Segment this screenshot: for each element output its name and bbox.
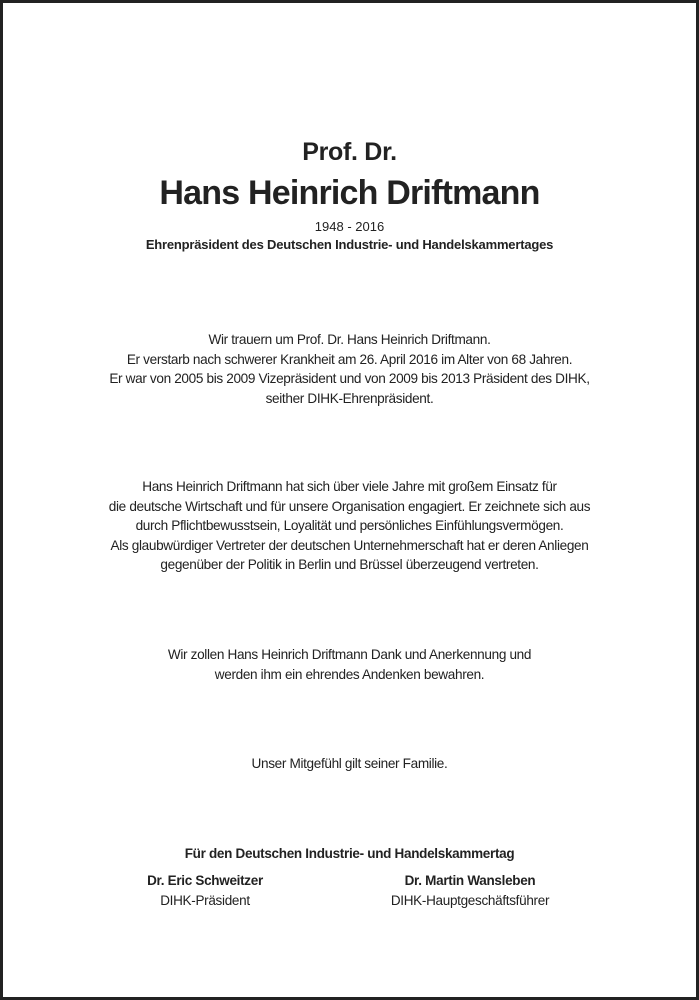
text-line: werden ihm ein ehrendes Andenken bewahren.	[214, 666, 485, 682]
paragraph-condolence	[0, 754, 699, 774]
text-line: Wir trauern um Prof. Dr. Hans Heinrich Driftmann.	[208, 332, 491, 347]
honorary-title: Ehrenpräsident des Deutschen Industrie- und Handelskammertages	[145, 237, 554, 252]
signatory-name: Dr. Martin Wansleben	[404, 873, 536, 888]
text-line: Als glaubwürdiger Vertreter der deutschen Unternehmerschaft hat er deren Anliegen	[110, 537, 589, 553]
organization-line: Für den Deutschen Industrie- und Handelskammertag	[184, 846, 515, 861]
text-line: Wir zollen Hans Heinrich Driftmann Dank und Anerkennung und	[167, 647, 532, 662]
signatory-role: DIHK-Präsident	[160, 893, 250, 908]
signatory-name: Dr. Eric Schweitzer	[147, 873, 263, 888]
paragraph-tribute	[0, 477, 699, 575]
signatory-left	[75, 871, 335, 910]
text-line: seither DIHK-Ehrenpräsident.	[265, 390, 434, 406]
paragraph-gratitude	[0, 645, 699, 684]
signatory-right	[340, 871, 600, 910]
text-line: Hans Heinrich Driftmann hat sich über viele Jahre mit großem Einsatz für	[142, 479, 557, 494]
text-line: die deutsche Wirtschaft und für unsere Organisation engagiert. Er zeichnete sich aus	[108, 498, 591, 514]
text-line: Unser Mitgefühl gilt seiner Familie.	[251, 756, 448, 771]
text-line: gegenüber der Politik in Berlin und Brüssel überzeugend vertreten.	[160, 557, 539, 572]
text-line: Er war von 2005 bis 2009 Vizepräsident und von 2009 bis 2013 Präsident des DIHK,	[109, 371, 590, 386]
title-prefix: Prof. Dr.	[302, 138, 397, 166]
paragraph-mourning	[0, 330, 699, 408]
deceased-name: Hans Heinrich Driftmann	[159, 174, 540, 212]
text-line: Er verstarb nach schwerer Krankheit am 26. April 2016 im Alter von 68 Jahren.	[126, 351, 573, 367]
signatory-role: DIHK-Hauptgeschäftsführer	[390, 893, 550, 908]
text-line: durch Pflichtbewusstsein, Loyalität und persönliches Einfühlungsvermögen.	[135, 518, 564, 533]
life-years: 1948 - 2016	[314, 219, 385, 234]
